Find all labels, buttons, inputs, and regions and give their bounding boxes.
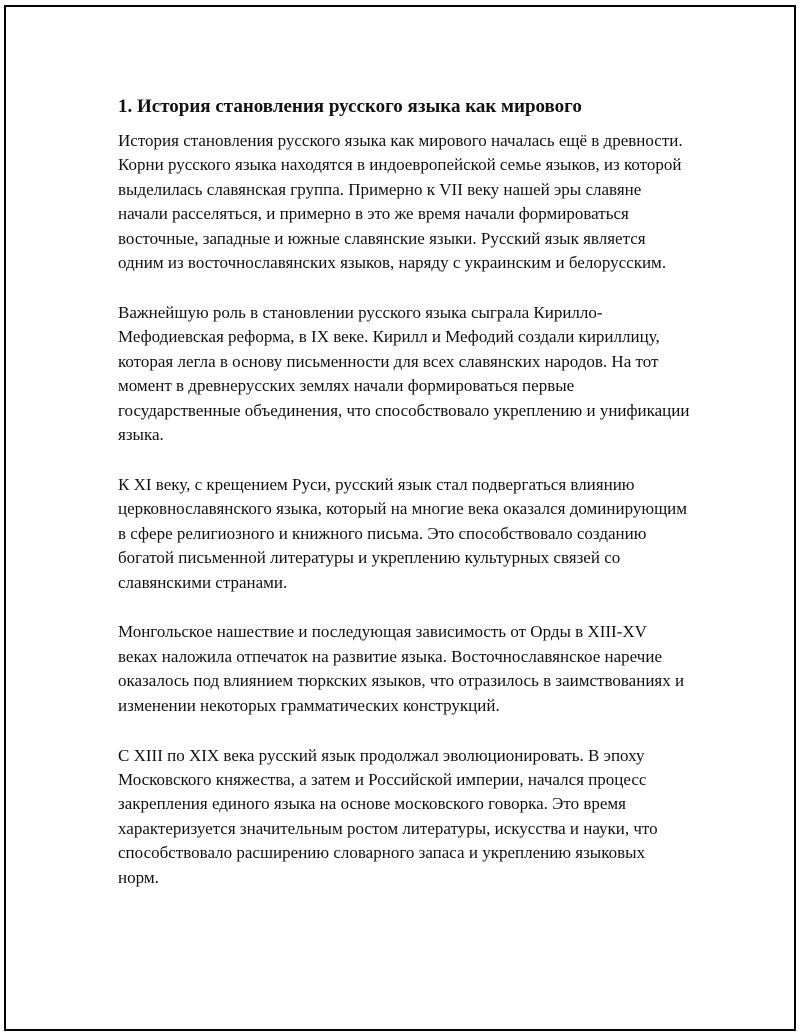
- document-body: [118, 94, 690, 890]
- section-heading: 1. История становления русского языка как мирового: [118, 96, 582, 117]
- paragraph-cyrillic-reform: Важнейшую роль в становлении русского языка сыграла Кирилло-Мефодиевская реформа, в IX веке. Кирилл и Мефодий создали кириллицу, которая легла в основу письменности для всех славянских народов. На тот момент в древнерусских землях начали формироваться первые государственные объединения, что способствовало укреплению и унификации языка.: [118, 302, 690, 444]
- paragraph-muscovite-era: С XIII по XIX века русский язык продолжал эволюционировать. В эпоху Московского княжества, а затем и Российской империи, начался процесс закрепления единого языка на основе московского говорка. Это время характеризуется значительным ростом литературы, искусства и науки, что способствовало расширению словарного запаса и укреплению языковых норм.: [118, 745, 658, 887]
- paragraph-mongol-period: Монгольское нашествие и последующая зависимость от Орды в XIII-XV веках наложила отпечаток на развитие языка. Восточнославянское наречие оказалось под влиянием тюркских языков, что отразилось в заимствованиях и изменении некоторых грамматических конструкций.: [118, 622, 685, 715]
- paragraph-origins: История становления русского языка как мирового началась ещё в древности. Корни русского языка находятся в индоевропейской семье языков, из которой выделилась славянская группа. Примерно к VII веку нашей эры славяне начали расселяться, и примерно в это же время начали формироваться восточные, западные и южные славянские языки. Русский язык является одним из восточнославянских языков, наряду с украинским и белорусским.: [118, 131, 683, 273]
- paragraph-church-slavonic: К XI веку, с крещением Руси, русский язык стал подвергаться влиянию церковнославянского языка, который на многие века оказался доминирующим в сфере религиозного и книжного письма. Это способствовало созданию богатой письменной литературы и укреплению культурных связей со славянскими странами.: [118, 474, 688, 592]
